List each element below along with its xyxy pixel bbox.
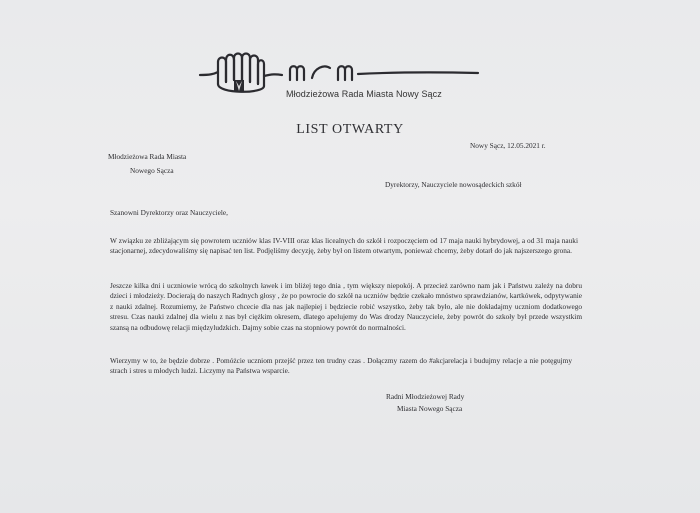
- paragraph-3: Wierzymy w to, że będzie dobrze . Pomóżcie uczniom przejść przez ten trudny czas . Dołączmy razem do #akcjarelacja i budujmy relacje a nie potęgujmy strach i stres u młodych ludzi. Liczymy na Państwa wsparcie.: [110, 356, 572, 376]
- sender-line-2: Nowego Sącza: [130, 166, 174, 175]
- salutation: Szanowni Dyrektorzy oraz Nauczyciele,: [110, 208, 228, 217]
- place-date: Nowy Sącz, 12.05.2021 r.: [470, 141, 546, 150]
- recipient: Dyrektorzy, Nauczyciele nowosądeckich szkół: [385, 180, 522, 189]
- signature-line-1: Radni Młodzieżowej Rady: [386, 392, 465, 401]
- paragraph-2: Jeszcze kilka dni i uczniowie wrócą do szkolnych ławek i im bliżej tego dnia , tym większy niepokój. A przecież zarówno nam jak i Państwu zależy na dobru dzieci i młodzieży. Docierają do naszych Radnych głosy , że po powrocie do szkół na uczniów będzie czekało mnóstwo sprawdzianów, kartkówek, odpytywanie z nauki zdalnej. Rozumiemy, że Państwo chcecie dla nas jak najlepiej i będziecie robić wszystko, żeby tak było, ale nie dokładajmy uczniom dodatkowego stresu. Czas nauki zdalnej dla wielu z nas był ciężkim okresem, dlatego apelujemy do Was drodzy Nauczyciele, żeby powrót do szkoły był przede wszystkim szansą na odbudowę relacji międzyludzkich. Dajmy sobie czas na stopniowy powrót do normalności.: [110, 281, 582, 332]
- letter-title: LIST OTWARTY: [296, 122, 404, 137]
- logo-caption: Młodzieżowa Rada Miasta Nowy Sącz: [286, 89, 442, 99]
- sender-line-1: Młodzieżowa Rada Miasta: [108, 152, 187, 161]
- paragraph-1: W związku ze zbliżającym się powrotem uczniów klas IV-VIII oraz klas licealnych do szkół i rozpoczęciem od 17 maja nauki hybrydowej, a od 31 maja nauki stacjonarnej, zdecydowaliśmy się napisać ten list. Podjęliśmy decyzję, żeby był on listem otwartym, ponieważ chcemy, żeby dotarł do jak najszerszego grona.: [110, 236, 578, 256]
- signature-line-2: Miasta Nowego Sącza: [397, 404, 463, 413]
